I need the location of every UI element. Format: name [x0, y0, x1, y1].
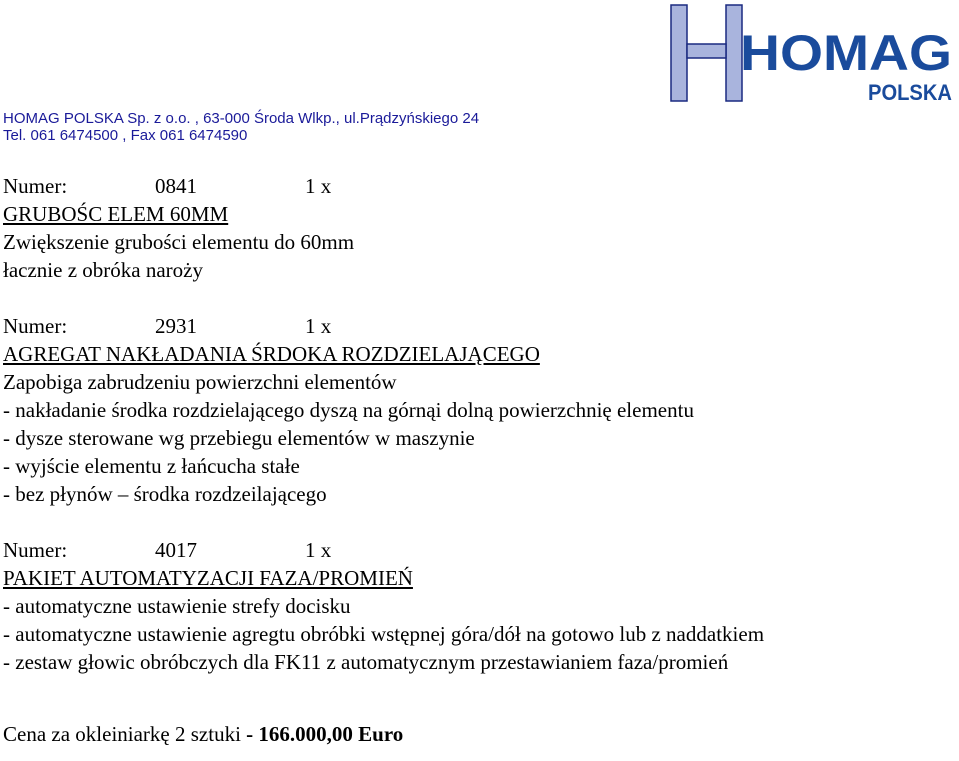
- item-description-line: - wyjście elementu z łańcucha stałe: [3, 454, 300, 478]
- item-description-line: - nakładanie środka rozdzielającego dyszą na górnąi dolną powierzchnię elementu: [3, 398, 694, 422]
- item-number-label: Numer:: [3, 314, 68, 338]
- item-description-line: - automatyczne ustawienie agregtu obróbki wstępnej góra/dół na gotowo lub z naddatkiem: [3, 622, 765, 646]
- item-description-line: - zestaw głowic obróbczych dla FK11 z automatycznym przestawianiem faza/promień: [3, 650, 729, 674]
- spacer: [3, 508, 953, 536]
- item-description-line: - automatyczne ustawienie strefy docisku: [3, 594, 351, 618]
- logo-country-text: POLSKA: [868, 80, 953, 104]
- offer-item: [3, 312, 953, 508]
- item-quantity: 1 x: [305, 538, 332, 562]
- item-title: GRUBOŚC ELEM 60MM: [3, 202, 229, 226]
- company-address: HOMAG POLSKA Sp. z o.o. , 63-000 Środa Wlkp., ul.Prądzyńskiego 24: [3, 110, 480, 127]
- item-number-row: [3, 536, 953, 564]
- logo-h-mark: [671, 5, 742, 101]
- item-number: 2931: [155, 314, 197, 338]
- item-quantity: 1 x: [305, 314, 332, 338]
- item-description-line: - bez płynów – środka rozdzeilającego: [3, 482, 327, 506]
- item-title: AGREGAT NAKŁADANIA ŚRDOKA ROZDZIELAJĄCEGO: [3, 342, 540, 366]
- item-number-row: [3, 172, 953, 200]
- homag-logo: [670, 4, 954, 104]
- price-line: [3, 720, 953, 748]
- item-number: 4017: [155, 538, 197, 562]
- price-label: Cena za okleiniarkę 2 sztuki: [3, 722, 241, 746]
- offer-item: [3, 172, 953, 284]
- item-description-line: - dysze sterowane wg przebiegu elementów w maszynie: [3, 426, 475, 450]
- offer-item: [3, 536, 953, 676]
- price-amount: - 166.000,00 Euro: [246, 722, 404, 746]
- item-number-label: Numer:: [3, 538, 68, 562]
- item-number-label: Numer:: [3, 174, 68, 198]
- item-number-row: [3, 312, 953, 340]
- offer-document: [3, 172, 953, 748]
- item-quantity: 1 x: [305, 174, 332, 198]
- item-number: 0841: [155, 174, 197, 198]
- logo-brand-text: HOMAG: [740, 25, 952, 81]
- item-description-line: Zapobiga zabrudzeniu powierzchni elementów: [3, 370, 397, 394]
- company-phone: Tel. 061 6474500 , Fax 061 6474590: [3, 127, 248, 144]
- spacer: [3, 676, 953, 720]
- spacer: [3, 284, 953, 312]
- item-title: PAKIET AUTOMATYZACJI FAZA/PROMIEŃ: [3, 566, 413, 590]
- item-description-line: Zwiększenie grubości elementu do 60mm: [3, 230, 355, 254]
- item-description-line: łacznie z obróka naroży: [3, 258, 203, 282]
